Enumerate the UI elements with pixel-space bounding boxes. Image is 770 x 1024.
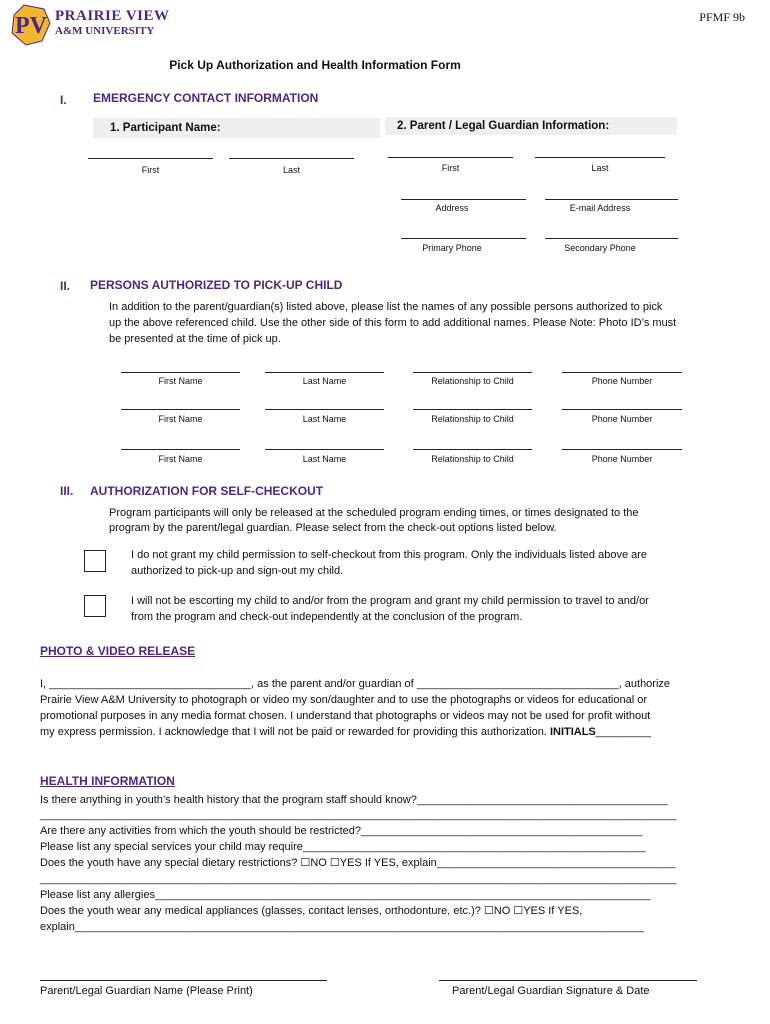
health-history-line2[interactable]: ________________________________________________________________________________________________________ (40, 809, 677, 821)
photo-release-line4 (40, 724, 651, 740)
guardian-last-caption: Last (591, 163, 609, 173)
pickup-phone-field[interactable] (562, 372, 682, 373)
option2-text-line1: I will not be escorting my child to and/or from the program and grant my child permission to travel to and/or (131, 595, 649, 607)
section2-heading: PERSONS AUTHORIZED TO PICK-UP CHILD (90, 278, 343, 292)
section3-number: III. (60, 484, 74, 498)
medical-appliances-explain[interactable]: explain_____________________________________________________________________________________________ (40, 921, 644, 933)
pickup-phone-field[interactable] (562, 409, 682, 410)
section3-para-line1: Program participants will only be released at the scheduled program ending times, or times designated to the (109, 507, 639, 519)
phone-caption: Phone Number (591, 376, 653, 386)
initials-label: INITIALS (549, 726, 596, 738)
pickup-last-name-field[interactable] (265, 372, 384, 373)
self-checkout-checkbox[interactable] (84, 595, 106, 617)
allergies-question[interactable]: Please list any allergies_________________________________________________________________________________ (40, 889, 651, 901)
relationship-caption: Relationship to Child (431, 454, 514, 464)
photo-release-line2: Prairie View A&M University to photograph or video my son/daughter and to use the photographs or videos for educational or (40, 694, 647, 706)
email-caption: E-mail Address (569, 203, 631, 213)
logo-subname: A&M UNIVERSITY (55, 25, 155, 37)
medical-appliances-question[interactable]: Does the youth wear any medical appliances (glasses, contact lenses, orthodonture, etc.)? ☐NO ☐YES If YES, (40, 905, 583, 917)
form-id: PFMF 9b (699, 10, 745, 24)
special-services-question[interactable]: Please list any special services your child may require________________________________________________________ (40, 841, 646, 853)
pickup-last-name-field[interactable] (265, 449, 384, 450)
participant-first-name-field[interactable] (88, 158, 213, 159)
dietary-restrictions-question[interactable]: Does the youth have any special dietary restrictions? ☐NO ☐YES If YES, explain_______________________________________ (40, 857, 676, 869)
health-history-question[interactable]: Is there anything in youth’s health history that the program staff should know?_________________________________________ (40, 794, 668, 806)
section3-para-line2: program by the parent/legal guardian. Please select from the check-out options listed below. (109, 522, 557, 534)
pickup-first-name-field[interactable] (121, 409, 240, 410)
pickup-relationship-field[interactable] (413, 372, 532, 373)
form-title: Pick Up Authorization and Health Information Form (169, 58, 461, 72)
photo-release-line1: I, _________________________________, as the parent and/or guardian of _________________________________, authorize (40, 678, 671, 690)
participant-last-name-field[interactable] (229, 158, 354, 159)
guardian-last-name-field[interactable] (535, 157, 665, 158)
secondary-phone-field[interactable] (545, 238, 678, 239)
pickup-relationship-field[interactable] (413, 409, 532, 410)
participant-first-caption: First (141, 165, 160, 175)
dietary-explain-line2[interactable]: ________________________________________________________________________________________________________ (40, 873, 677, 885)
last-name-caption: Last Name (302, 376, 347, 386)
section2-number: II. (60, 279, 71, 293)
pickup-first-name-field[interactable] (121, 372, 240, 373)
participant-last-caption: Last (282, 165, 300, 175)
pickup-first-name-field[interactable] (121, 449, 240, 450)
first-name-caption: First Name (158, 376, 203, 386)
guardian-name-print-field[interactable] (40, 980, 327, 981)
section3-heading: AUTHORIZATION FOR SELF-CHECKOUT (90, 484, 324, 498)
primary-phone-field[interactable] (401, 238, 526, 239)
relationship-caption: Relationship to Child (431, 376, 514, 386)
primary-phone-caption: Primary Phone (422, 243, 482, 253)
first-name-caption: First Name (158, 454, 203, 464)
guardian-first-name-field[interactable] (388, 157, 513, 158)
section1-heading: EMERGENCY CONTACT INFORMATION (93, 91, 319, 105)
guardian-email-field[interactable] (545, 199, 678, 200)
health-info-heading: HEALTH INFORMATION (40, 774, 175, 788)
logo-name: PRAIRIE VIEW (55, 8, 170, 24)
guardian-name-caption: Parent/Legal Guardian Name (Please Print) (40, 985, 253, 997)
photo-release-heading: PHOTO & VIDEO RELEASE (40, 644, 196, 658)
section2-para-line2: up the above referenced child. Use the other side of this form to add additional names. Please Note: Photo ID’s must (109, 317, 677, 329)
last-name-caption: Last Name (302, 414, 347, 424)
first-name-caption: First Name (158, 414, 203, 424)
secondary-phone-caption: Secondary Phone (564, 243, 636, 253)
pv-star-emblem-icon (6, 3, 56, 47)
phone-caption: Phone Number (591, 414, 653, 424)
section1-number: I. (60, 93, 67, 107)
pickup-phone-field[interactable] (562, 449, 682, 450)
pickup-relationship-field[interactable] (413, 449, 532, 450)
section2-para-line3: be presented at the time of pick up. (109, 333, 281, 345)
guardian-signature-date-field[interactable] (439, 980, 697, 981)
photo-release-line3: promotional purposes in any media format chosen. I understand that photographs or videos may not be used for profit without (40, 710, 651, 722)
last-name-caption: Last Name (302, 454, 347, 464)
initials-field[interactable]: _________ (595, 726, 651, 738)
logo-initials: PV (15, 13, 47, 39)
relationship-caption: Relationship to Child (431, 414, 514, 424)
guardian-info-label: 2. Parent / Legal Guardian Information: (397, 120, 610, 132)
option1-text-line2: authorized to pick-up and sign-out my child. (131, 565, 344, 577)
guardian-signature-caption: Parent/Legal Guardian Signature & Date (452, 985, 650, 997)
photo-release-line4-text: my express permission. I acknowledge that I will not be paid or rewarded for providing this authorization. (40, 726, 547, 738)
activity-restriction-question[interactable]: Are there any activities from which the youth should be restricted?______________________________________________ (40, 825, 643, 837)
guardian-first-caption: First (441, 163, 460, 173)
phone-caption: Phone Number (591, 454, 653, 464)
option2-text-line2: from the program and check-out independently at the conclusion of the program. (131, 611, 523, 623)
section2-para-line1: In addition to the parent/guardian(s) listed above, please list the names of any possible persons authorized to pick (109, 301, 663, 313)
no-self-checkout-checkbox[interactable] (84, 550, 106, 572)
address-caption: Address (435, 203, 469, 213)
participant-name-label: 1. Participant Name: (110, 122, 221, 134)
pickup-last-name-field[interactable] (265, 409, 384, 410)
guardian-address-field[interactable] (401, 199, 526, 200)
option1-text-line1: I do not grant my child permission to self-checkout from this program. Only the individuals listed above are (131, 549, 648, 561)
